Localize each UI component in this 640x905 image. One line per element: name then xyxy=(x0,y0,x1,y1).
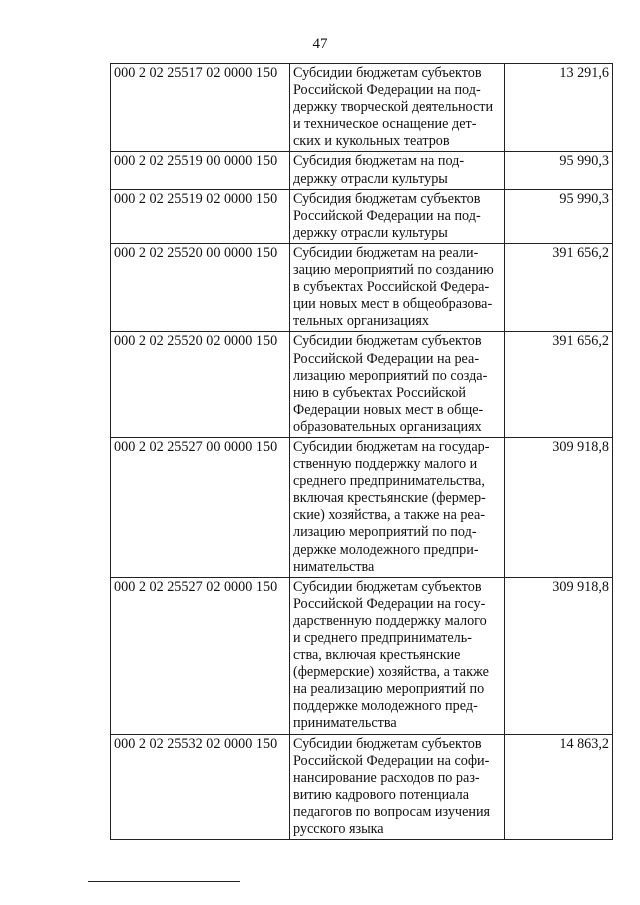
description-line: нию в субъектах Российской xyxy=(293,384,467,401)
description-line: Федерации новых мест в обще- xyxy=(293,401,484,418)
description-line: тельных организациях xyxy=(293,313,430,330)
description-line: Российской Федерации на госу- xyxy=(293,595,486,612)
description-line: образовательных организациях xyxy=(293,418,482,435)
description-line: ских и кукольных театров xyxy=(293,133,450,150)
description-line: витию кадрового потенциала xyxy=(293,786,469,803)
revenue-description xyxy=(290,64,505,152)
description-line: держку отрасли культуры xyxy=(293,224,448,241)
classification-code: 000 2 02 25527 00 0000 150 xyxy=(111,437,290,577)
description-line: Российской Федерации на реа- xyxy=(293,350,480,367)
description-line: поддержке молодежного пред- xyxy=(293,698,478,715)
amount-value: 309 918,8 xyxy=(505,437,613,577)
description-line: педагогов по вопросам изучения xyxy=(293,803,491,820)
description-line: принимательства xyxy=(293,715,397,732)
table-body xyxy=(111,64,613,840)
description-line: нимательства xyxy=(293,558,375,575)
description-line: Субсидия бюджетам субъектов xyxy=(293,190,481,207)
description-line: ственную поддержку малого и xyxy=(293,456,478,473)
classification-code: 000 2 02 25519 02 0000 150 xyxy=(111,189,290,243)
description-line: держку творческой деятельности xyxy=(293,99,494,116)
description-line: ские) хозяйства, а также на реа- xyxy=(293,507,486,524)
table-row xyxy=(111,734,613,840)
revenue-description xyxy=(290,243,505,331)
amount-value: 391 656,2 xyxy=(505,332,613,438)
classification-code: 000 2 02 25520 02 0000 150 xyxy=(111,332,290,438)
classification-code: 000 2 02 25519 00 0000 150 xyxy=(111,152,290,189)
table-row xyxy=(111,64,613,152)
description-line: зацию мероприятий по созданию xyxy=(293,262,494,279)
amount-value: 309 918,8 xyxy=(505,577,613,734)
page-number: 47 xyxy=(312,36,328,52)
description-line: Субсидии бюджетам на реали- xyxy=(293,244,479,261)
description-line: в субъектах Российской Федера- xyxy=(293,279,490,296)
description-line: ции новых мест в общеобразова- xyxy=(293,296,493,313)
table-row xyxy=(111,243,613,331)
description-line: ства, включая крестьянские xyxy=(293,647,461,664)
amount-value: 391 656,2 xyxy=(505,243,613,331)
revenue-description xyxy=(290,152,505,189)
description-line: дарственную поддержку малого xyxy=(293,612,487,629)
amount-value: 95 990,3 xyxy=(505,189,613,243)
classification-code: 000 2 02 25520 00 0000 150 xyxy=(111,243,290,331)
description-line: Российской Федерации на под- xyxy=(293,207,481,224)
classification-code: 000 2 02 25527 02 0000 150 xyxy=(111,577,290,734)
classification-code: 000 2 02 25517 02 0000 150 xyxy=(111,64,290,152)
table-row xyxy=(111,577,613,734)
table-row xyxy=(111,332,613,438)
description-line: включая крестьянские (фермер- xyxy=(293,490,486,507)
revenue-description xyxy=(290,332,505,438)
description-line: Субсидии бюджетам на государ- xyxy=(293,438,490,455)
description-line: Субсидии бюджетам субъектов xyxy=(293,65,482,81)
revenue-description xyxy=(290,734,505,840)
description-line: (фермерские) хозяйства, а также xyxy=(293,664,489,681)
description-line: среднего предпринимательства, xyxy=(293,473,485,490)
amount-value: 95 990,3 xyxy=(505,152,613,189)
description-line: на реализацию мероприятий по xyxy=(293,681,485,698)
description-line: держке молодежного предпри- xyxy=(293,541,479,558)
amount-value: 14 863,2 xyxy=(505,734,613,840)
table-row xyxy=(111,437,613,577)
description-line: нансирование расходов по раз- xyxy=(293,769,480,786)
description-line: Субсидии бюджетам субъектов xyxy=(293,578,482,595)
description-line: Российской Федерации на софи- xyxy=(293,752,490,769)
description-line: Российской Федерации на под- xyxy=(293,82,481,99)
description-line: русского языка xyxy=(293,821,384,838)
description-line: лизацию мероприятий по под- xyxy=(293,524,477,541)
description-line: Субсидии бюджетам субъектов xyxy=(293,333,482,350)
description-line: и техническое оснащение дет- xyxy=(293,116,477,133)
revenue-description xyxy=(290,577,505,734)
description-line: и среднего предприниматель- xyxy=(293,630,472,646)
description-line: лизацию мероприятий по созда- xyxy=(293,367,488,384)
revenue-description xyxy=(290,189,505,243)
classification-code: 000 2 02 25532 02 0000 150 xyxy=(111,734,290,840)
amount-value: 13 291,6 xyxy=(505,64,613,152)
footnote-divider xyxy=(88,881,240,882)
description-line: держку отрасли культуры xyxy=(293,170,448,187)
description-line: Субсидия бюджетам на под- xyxy=(293,153,465,170)
revenue-description xyxy=(290,437,505,577)
description-line: Субсидии бюджетам субъектов xyxy=(293,735,482,752)
budget-revenue-table xyxy=(110,63,613,840)
table-row xyxy=(111,189,613,243)
table-row xyxy=(111,152,613,189)
